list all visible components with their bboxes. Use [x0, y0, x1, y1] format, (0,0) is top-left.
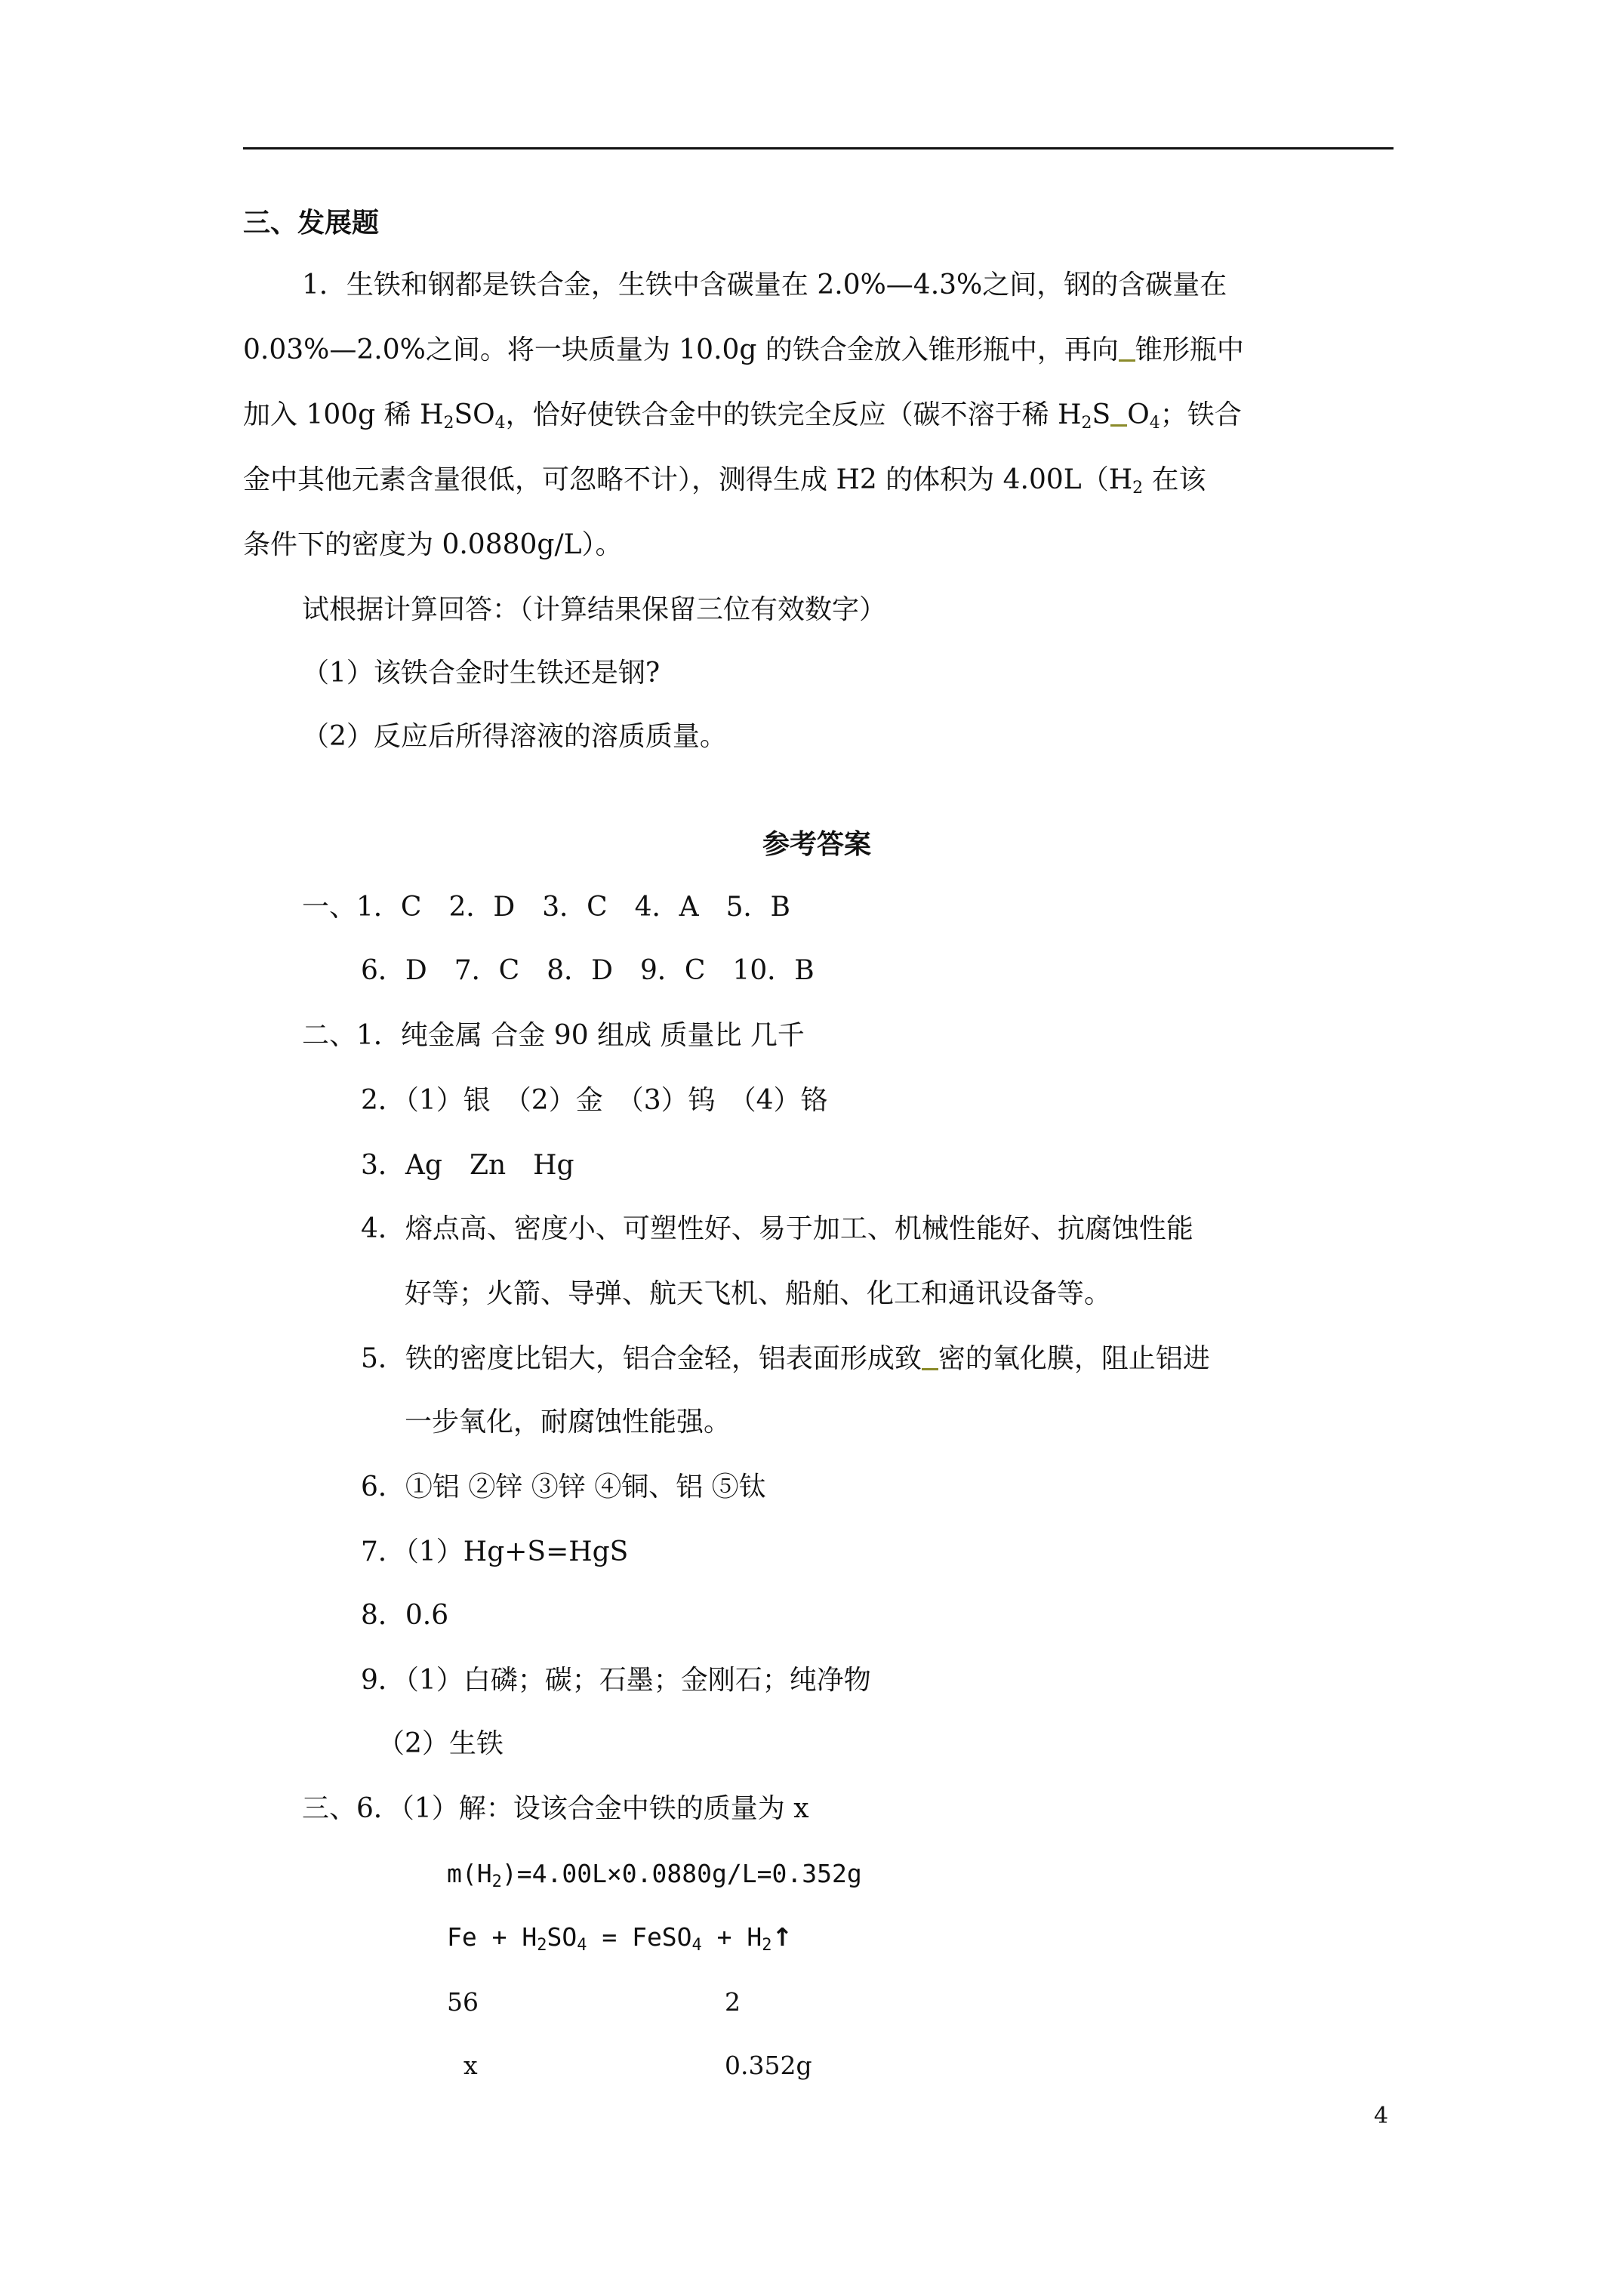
answer-line: 8．0.6 — [361, 1600, 449, 1631]
question-text: O — [1127, 399, 1150, 430]
question-text: ，恰好使铁合金中的铁完全反应（碳不溶于稀 H — [505, 399, 1082, 430]
question-line-1: 1．生铁和钢都是铁合金，生铁中含碳量在 2.0%—4.3%之间，钢的含碳量在 — [302, 270, 1227, 300]
calc-line — [447, 1857, 862, 1899]
answer-line: 二、1．纯金属 合金 90 组成 质量比 几千 — [302, 1020, 805, 1051]
answer-line — [361, 1342, 1210, 1376]
equation-text: = FeSO — [587, 1922, 692, 1952]
question-line-6: 试根据计算回答：（计算结果保留三位有效数字） — [302, 594, 887, 625]
calc-text: m(H — [447, 1859, 492, 1888]
subscript: 2 — [537, 1936, 547, 1955]
subscript: 2 — [1132, 479, 1144, 498]
subscript: 4 — [1149, 414, 1160, 433]
subscript: 2 — [762, 1936, 772, 1955]
equation-text: + H — [701, 1922, 762, 1952]
question-line-4 — [243, 464, 1206, 505]
subscript: 2 — [491, 1872, 502, 1891]
edit-mark — [922, 1345, 938, 1370]
answer-text: 密的氧化膜，阻止铝进 — [938, 1343, 1210, 1374]
ratio-right-2: 0.352g — [725, 2051, 812, 2080]
calc-text: )=4.00L×0.0880g/L=0.352g — [501, 1859, 862, 1888]
ratio-left-1: 56 — [447, 1987, 479, 2017]
answer-line: 7．（1）Hg+S=HgS — [361, 1536, 629, 1567]
answer-line: 3．Ag Zn Hg — [361, 1150, 574, 1181]
question-text: 金中其他元素含量很低，可忽略不计），测得生成 H2 的体积为 4.00L（H — [243, 464, 1133, 495]
subscript: 4 — [691, 1936, 702, 1955]
question-text: 锥形瓶中 — [1135, 334, 1244, 365]
question-text: SO — [454, 399, 495, 430]
ratio-right-1: 2 — [725, 1987, 741, 2017]
answer-line: 4．熔点高、密度小、可塑性好、易于加工、机械性能好、抗腐蚀性能 — [361, 1213, 1193, 1244]
answer-line: 好等；火箭、导弹、航天飞机、船舶、化工和通讯设备等。 — [405, 1278, 1112, 1309]
section-heading: 三、发展题 — [243, 207, 380, 239]
up-arrow-icon: ↑ — [771, 1922, 793, 1952]
question-text: 在该 — [1143, 464, 1206, 495]
equation-line — [447, 1921, 793, 1962]
answer-line: 一、1．C 2．D 3．C 4．A 5．B — [302, 892, 790, 923]
answer-line: （2）生铁 — [377, 1728, 504, 1759]
answer-text: 5．铁的密度比铝大，铝合金轻，铝表面形成致 — [361, 1343, 922, 1374]
question-text: 加入 100g 稀 H — [243, 399, 444, 430]
sub-question-1: （1）该铁合金时生铁还是钢? — [302, 658, 661, 689]
answer-line: 一步氧化，耐腐蚀性能强。 — [405, 1407, 731, 1438]
ratio-left-2: x — [463, 2051, 478, 2080]
answer-line: 三、6．（1）解：设该合金中铁的质量为 x — [302, 1793, 809, 1824]
question-line-5: 条件下的密度为 0.0880g/L）。 — [243, 529, 623, 560]
page-number: 4 — [1374, 2103, 1389, 2129]
question-line-3 — [243, 399, 1242, 440]
answers-title: 参考答案 — [762, 828, 872, 860]
question-text: S — [1092, 399, 1111, 430]
answer-line: 2．（1）银 （2）金 （3）钨 （4）铬 — [361, 1085, 828, 1116]
sub-question-2: （2）反应后所得溶液的溶质质量。 — [302, 721, 727, 752]
equation-text: SO — [547, 1922, 577, 1952]
subscript: 4 — [577, 1936, 587, 1955]
answer-line: 6．①铝 ②锌 ③锌 ④铜、铝 ⑤钛 — [361, 1472, 766, 1502]
header-rule — [243, 147, 1394, 149]
subscript: 2 — [1081, 414, 1092, 433]
edit-mark — [1119, 337, 1135, 362]
subscript: 2 — [443, 414, 454, 433]
edit-mark — [1110, 402, 1127, 427]
question-text: 0.03%—2.0%之间。将一块质量为 10.0g 的铁合金放入锥形瓶中，再向 — [243, 334, 1119, 365]
question-line-2 — [243, 334, 1244, 367]
answer-line: 6．D 7．C 8．D 9．C 10．B — [361, 955, 815, 986]
equation-text: Fe + H — [447, 1922, 537, 1952]
subscript: 4 — [494, 414, 506, 433]
question-text: ；铁合 — [1160, 399, 1242, 430]
answer-line: 9．（1）白磷；碳；石墨；金刚石；纯净物 — [361, 1665, 871, 1696]
